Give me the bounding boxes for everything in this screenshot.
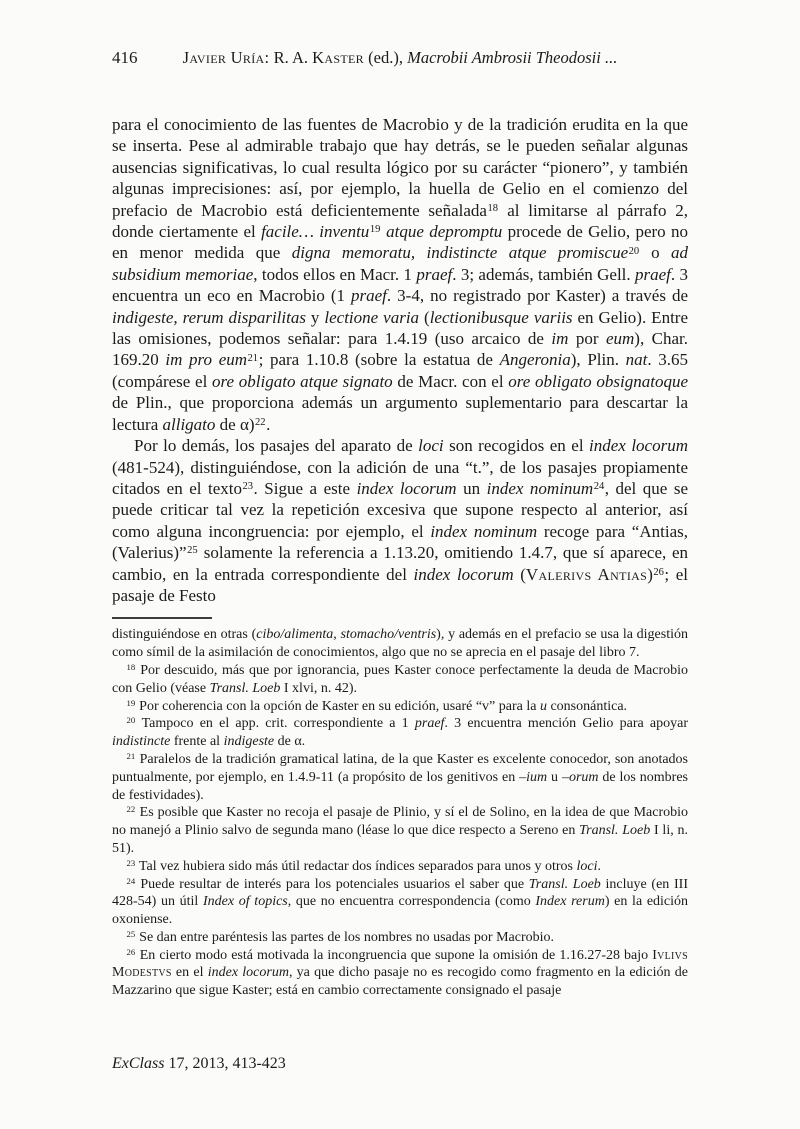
footnotes [112, 626, 688, 1000]
footnote-continuation: distinguiéndose en otras (cibo/alimenta, stomacho/ventris), y además en el prefacio se usa la digestión como símil de la asimilación de conocimientos, algo que no se aprecia en el pasaje del libro 7. [112, 627, 689, 661]
footnote: $^{18}$ Por descuido, más que por ignorancia, pues Kaster conoce perfectamente la deuda de Macrobio con Gelio (véase Transl. Loeb I xlvi, n. 42). [112, 662, 688, 696]
footnote: $^{22}$ Es posible que Kaster no recoja el pasaje de Plinio, y sí el de Solino, en la idea de que Macrobio no manejó a Plinio salvo de segunda mano (léase lo que dice respecto a Sereno en Transl. Loeb I li, n. 51). [112, 804, 688, 856]
review-body [112, 114, 688, 606]
footnote: $^{21}$ Paralelos de la tradición gramatical latina, de la que Kaster es excelente conocedor, son anotados puntualmente, por ejemplo, en 1.4.9-11 (a propósito de los genitivos en –ium u –orum de los nombres de festividades). [112, 751, 688, 803]
body-paragraph: para el conocimiento de las fuentes de Macrobio y de la tradición erudita en la que se inserta. Pese al admirable trabajo que hay detrás, se le pueden señalar algunas ausencias significativas, lo cual resulta lógico por su carácter “pionero”, y también algunas imprecisiones: así, por ejemplo, la huella de Gelio en el comienzo del prefacio de Macrobio está deficientemente señalada$^{18}$ al limitarse al párrafo 2, donde ciertamente el facile… inventu$^{19}$ atque depromptu procede de Gelio, pero no en menor medida que digna memoratu, indistincte atque promiscue$^{20}$ o ad subsidium memoriae, todos ellos en Macr. 1 praef. 3; además, también Gell. praef. 3 encuentra un eco en Macrobio (1 praef. 3-4, no registrado por Kaster) a través de indigeste, rerum disparilitas y lectione varia (lectionibusque variis en Gelio). Entre las omisiones, podemos señalar: para 1.4.19 (uso arcaico de im por eum), Char. 169.20 im pro eum$^{21}$; para 1.10.8 (sobre la estatua de Angeronia), Plin. nat. 3.65 (compárese el ore obligato atque signato de Macr. con el ore obligato obsignatoque de Plin., que proporciona además un argumento suplementario para descartar la lectura alligato de α)$^{22}$. [112, 115, 689, 434]
footnote: $^{24}$ Puede resultar de interés para los potenciales usuarios el saber que Transl. Loeb incluye (en III 428-54) un útil Index of topics, que no encuentra correspondencia (como Index rerum) en la edición oxoniense. [112, 875, 689, 928]
footnote: $^{26}$ En cierto modo está motivada la incongruencia que supone la omisión de 1.16.27-28 bajo Ivlivs Modestvs en el index locorum, ya que dicho pasaje no es recogido como fragmento en la edición de Mazzarino que sigue Kaster; está en cambio correctamente consignado el pasaje [112, 946, 688, 999]
footnote: $^{20}$ Tampoco en el app. crit. correspondiente a 1 praef. 3 encuentra mención Gelio para apoyar indistincte frente al indigeste de α. [112, 715, 688, 750]
body-paragraph: Por lo demás, los pasajes del aparato de loci son recogidos en el index locorum (481-524), distinguiéndose, con la adición de una “t.”, de los pasajes propiamente citados en el texto$^{23}$. Sigue a este index locorum un index nominum$^{24}$, del que se puede criticar tal vez la repetición excesiva que supone respecto al anterior, así como alguna incongruencia: por ejemplo, el index nominum recoge para “Antias, (Valerius)”$^{25}$ solamente la referencia a 1.13.20, omitiendo 1.4.7, que sí aparece, en cambio, en la entrada correspondiente del index locorum (Valerivs Antias)$^{26}$; el pasaje de Festo [112, 436, 689, 605]
running-title: Javier Uría: R. A. Kaster (ed.), Macrobii Ambrosii Theodosii ... [182, 48, 618, 67]
journal-citation: ExClass 17, 2013, 413-423 [112, 1055, 286, 1072]
page-header [112, 48, 688, 70]
footnote: $^{25}$ Se dan entre paréntesis las partes de los nombres no usadas por Macrobio. [126, 929, 555, 945]
page-number: 416 [112, 48, 138, 67]
page-footer [112, 1055, 286, 1073]
footnote: $^{19}$ Por coherencia con la opción de Kaster en su edición, usaré “v” para la u consonántica. [126, 697, 628, 714]
footnote-separator [112, 617, 212, 619]
footnote: $^{23}$ Tal vez hubiera sido más útil redactar dos índices separados para unos y otros loci. [126, 857, 601, 874]
